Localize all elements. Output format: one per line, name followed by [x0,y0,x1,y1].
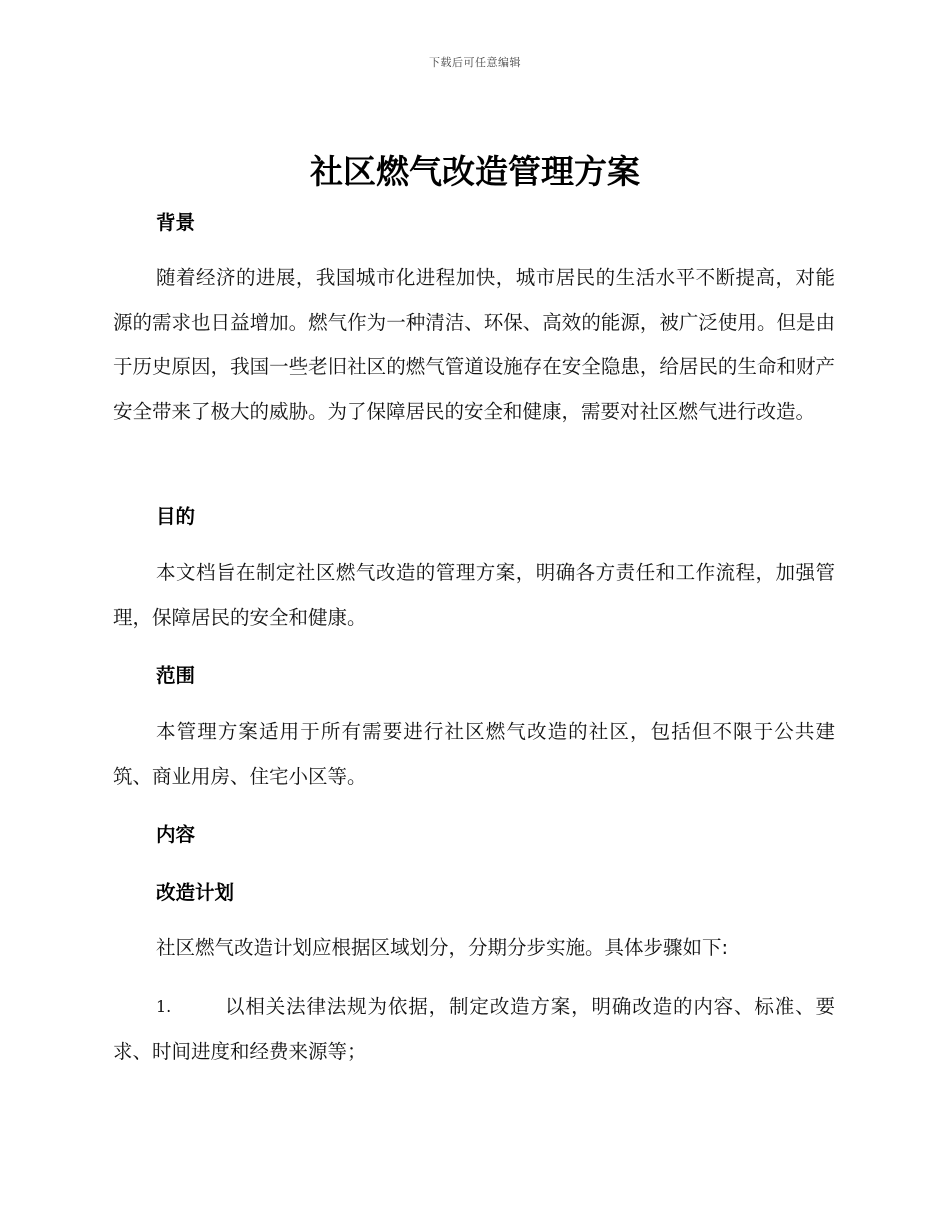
section-heading-scope: 范围 [156,664,196,687]
paragraph-plan: 社区燃气改造计划应根据区域划分，分期分步实施。具体步骤如下: [156,936,729,959]
section-heading-background: 背景 [156,211,196,234]
section-body-scope [113,710,835,799]
header-note: 下载后可任意编辑 [429,56,521,69]
paragraph-background: 随着经济的进展，我国城市化进程加快，城市居民的生活水平不断提高，对能源的需求也日益增加。燃气作为一种清洁、环保、高效的能源，被广泛使用。但是由于历史原因，我国一些老旧社区的燃气管道设施存在安全隐患，给居民的生命和财产安全带来了极大的威胁。为了保障居民的安全和健康，需要对社区燃气进行改造。 [113,266,835,423]
section-heading-plan: 改造计划 [156,881,235,904]
section-body-purpose [113,551,835,640]
list-item [113,985,835,1074]
section-body-background [113,256,835,434]
section-heading-content: 内容 [156,823,196,846]
paragraph-scope: 本管理方案适用于所有需要进行社区燃气改造的社区，包括但不限于公共建筑、商业用房、住宅小区等。 [113,720,835,788]
list-item-number: 1. [156,997,172,1016]
section-body-plan [113,926,835,971]
document-title: 社区燃气改造管理方案 [310,152,640,191]
list-item-text: 以相关法律法规为依据，制定改造方案，明确改造的内容、标准、要求、时间进度和经费来源等； [113,995,835,1063]
paragraph-purpose: 本文档旨在制定社区燃气改造的管理方案，明确各方责任和工作流程，加强管理，保障居民的安全和健康。 [113,561,835,629]
section-heading-purpose: 目的 [156,505,196,528]
